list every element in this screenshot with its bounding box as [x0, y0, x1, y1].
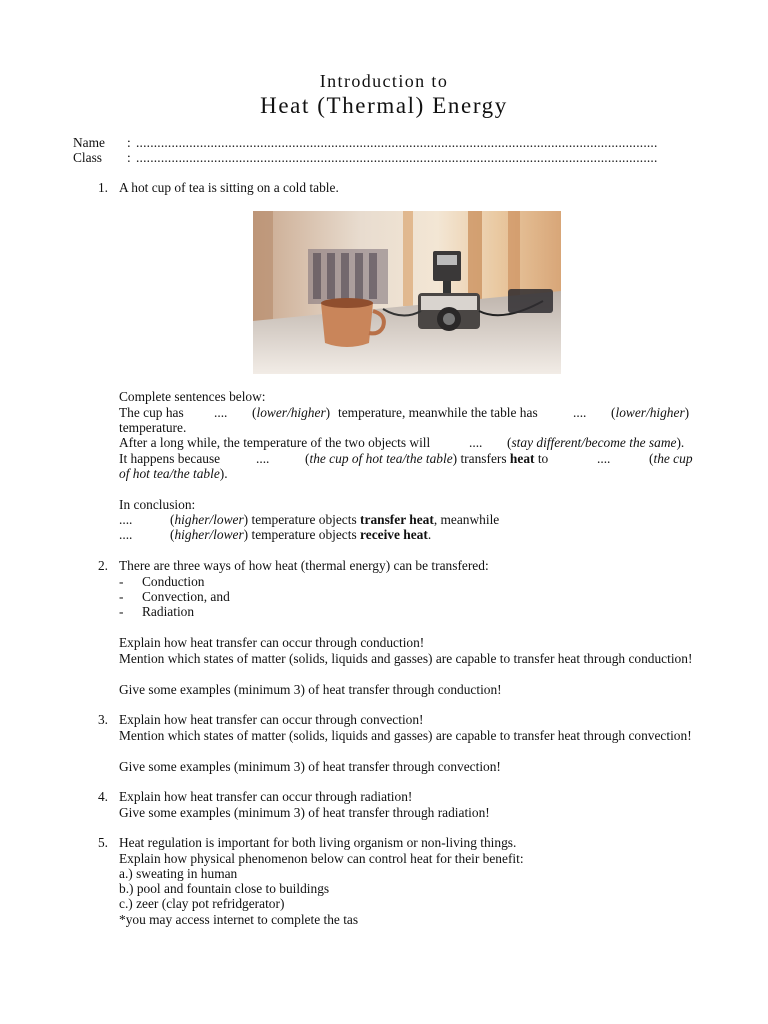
q1-c2-bold: receive heat [360, 527, 428, 542]
q1-s2-blank[interactable]: .... [469, 435, 483, 450]
q1-s3-option-2a: (the cup [649, 451, 693, 466]
q1-s3-part-c: to [537, 451, 549, 466]
q1-s3-blank-2[interactable]: .... [597, 451, 611, 466]
q1-number: 1. [97, 180, 108, 195]
q3-prompt-1: Explain how heat transfer can occur through convection! [119, 712, 424, 727]
tea-cup-photo [253, 211, 561, 374]
q1-c1-bold: transfer heat [360, 512, 434, 527]
name-blank-line[interactable]: ................................................................................................................................................... [136, 135, 658, 150]
tea-cup-photo-art [253, 211, 561, 374]
q1-s3-option-2b-text: of hot tea/the table [119, 466, 220, 481]
q1-c1-part-b: , meanwhile [433, 512, 500, 527]
q1-c2-part-a: temperature objects [251, 527, 357, 542]
q1-s3-part-b: transfers [460, 451, 507, 466]
q4-number: 4. [97, 789, 108, 804]
q1-s1-part-b: temperature, meanwhile the table has [338, 405, 538, 420]
q2-prompt-3: Give some examples (minimum 3) of heat transfer through conduction! [119, 682, 502, 697]
class-field[interactable] [73, 150, 683, 166]
q1-c2-blank[interactable]: .... [119, 527, 133, 542]
page-title: Heat (Thermal) Energy [260, 93, 508, 118]
class-colon: : [127, 150, 131, 165]
q5-note: *you may access internet to complete the tas [119, 912, 359, 927]
q5-item-c: c.) zeer (clay pot refridgerator) [119, 896, 285, 911]
q1-complete-heading: Complete sentences below: [119, 389, 266, 404]
q5-item-b: b.) pool and fountain close to buildings [119, 881, 330, 896]
q1-c2-part-b: . [427, 527, 432, 542]
q1-c2-sentence: (higher/lower) temperature objects receive heat. [170, 527, 432, 542]
q1-conclusion-heading: In conclusion: [119, 497, 196, 512]
q1-c1-sentence: (higher/lower) temperature objects transfer heat, meanwhile [170, 512, 500, 527]
q1-s1-blank-1[interactable]: .... [214, 405, 228, 420]
q1-s1-part-c: temperature. [119, 420, 187, 435]
name-colon: : [127, 135, 131, 150]
q1-s2-period: . [680, 435, 685, 450]
q1-s3-option-1: (the cup of hot tea/the table) transfers heat to [305, 451, 549, 466]
q3-prompt-3: Give some examples (minimum 3) of heat transfer through convection! [119, 759, 501, 774]
q1-s1-option-2: (lower/higher) [611, 405, 690, 420]
q2-dash-3: - [119, 604, 124, 619]
q1-s3-heat: heat [509, 451, 535, 466]
q1-s3-blank-1[interactable]: .... [256, 451, 270, 466]
q1-s3-part-a: It happens because [119, 451, 221, 466]
q4-prompt-2: Give some examples (minimum 3) of heat transfer through radiation! [119, 805, 490, 820]
q1-s1-part-a: The cup has [119, 405, 184, 420]
q3-number: 3. [97, 712, 108, 727]
title-line-1: Introduction to [319, 71, 449, 91]
q1-s1-option-1-text: lower/higher [256, 405, 326, 420]
q5-prompt-1: Heat regulation is important for both living organism or non-living things. [119, 835, 517, 850]
name-field[interactable] [73, 135, 683, 151]
q1-s1-option-2-text: lower/higher [615, 405, 685, 420]
q3-prompt-2: Mention which states of matter (solids, liquids and gasses) are capable to transfer heat through convection! [119, 728, 692, 743]
name-label: Name [73, 135, 105, 150]
q2-number: 2. [97, 558, 108, 573]
q1-s3-option-1-text: the cup of hot tea/the table [309, 451, 453, 466]
q1-s2-option-text: stay different/become the same [511, 435, 677, 450]
q5-item-a: a.) sweating in human [119, 866, 238, 881]
q2-prompt-2: Mention which states of matter (solids, liquids and gasses) are capable to transfer heat through conduction! [119, 651, 693, 666]
class-label: Class [73, 150, 103, 165]
q1-s1-blank-2[interactable]: .... [573, 405, 587, 420]
q1-text: A hot cup of tea is sitting on a cold table. [119, 180, 339, 195]
q5-number: 5. [97, 835, 108, 850]
q2-text: There are three ways of how heat (thermal energy) can be transfered: [119, 558, 489, 573]
q2-way-conduction: Conduction [142, 574, 205, 589]
q1-s3-option-2a-text: the cup [653, 451, 693, 466]
q2-dash-1: - [119, 574, 124, 589]
q1-c1-blank[interactable]: .... [119, 512, 133, 527]
q2-way-radiation: Radiation [142, 604, 195, 619]
q2-dash-2: - [119, 589, 124, 604]
q2-prompt-1: Explain how heat transfer can occur through conduction! [119, 635, 425, 650]
q4-prompt-1: Explain how heat transfer can occur through radiation! [119, 789, 413, 804]
q5-prompt-2: Explain how physical phenomenon below can control heat for their benefit: [119, 851, 524, 866]
q1-s2-part-a: After a long while, the temperature of the two objects will [119, 435, 431, 450]
class-blank-line[interactable]: ................................................................................................................................................... [136, 150, 658, 165]
q1-s1-option-1: (lower/higher) [252, 405, 331, 420]
q2-way-convection: Convection, and [142, 589, 230, 604]
q1-s3-option-2b: of hot tea/the table). [119, 466, 228, 481]
q1-c1-part-a: temperature objects [251, 512, 357, 527]
q1-c2-option: higher/lower [174, 527, 244, 542]
q1-s2-option: (stay different/become the same). [507, 435, 685, 450]
q1-s3-period: . [224, 466, 228, 481]
q1-c1-option: higher/lower [174, 512, 244, 527]
